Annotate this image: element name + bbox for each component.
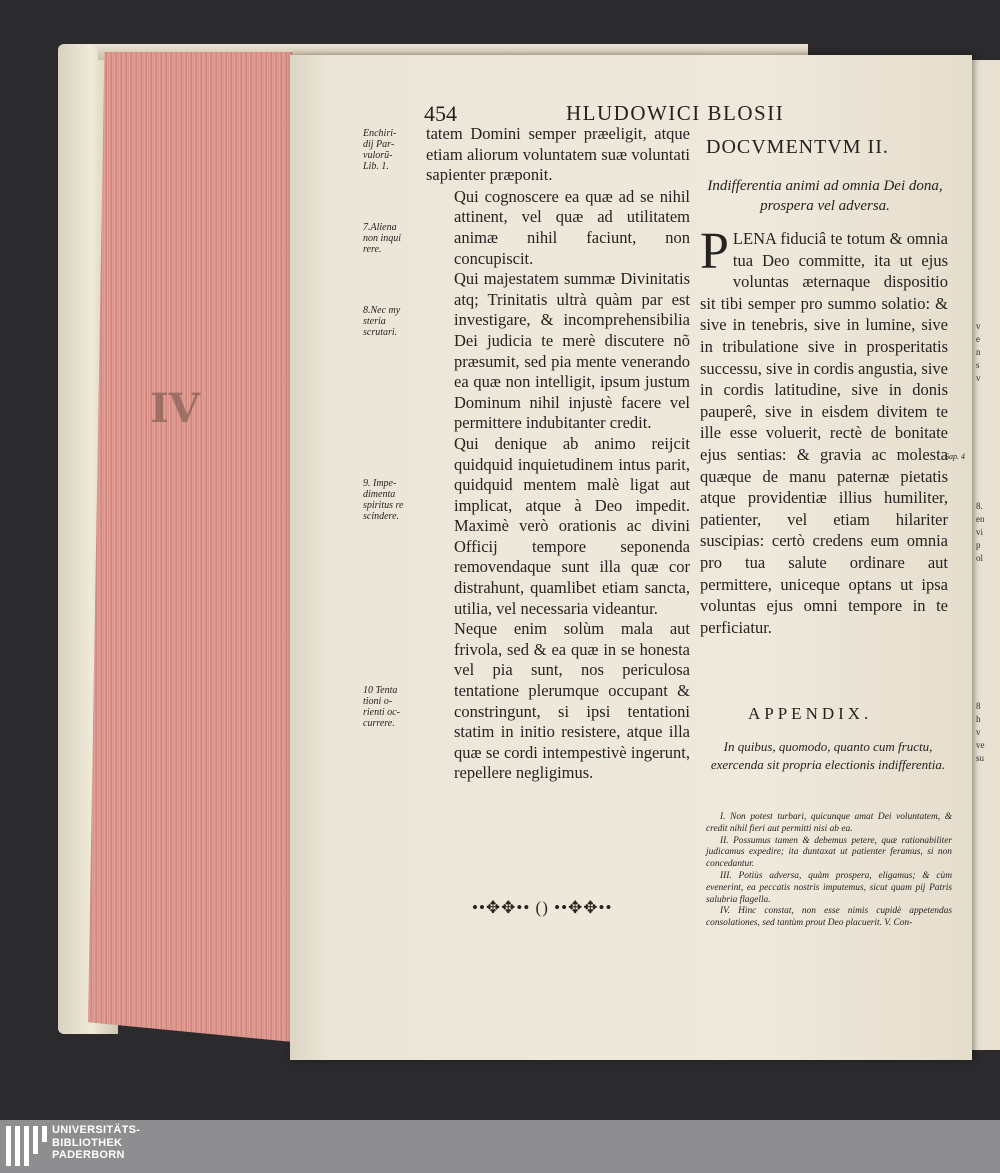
margin-note: Enchiri- dij Par- vulorũ- Lib. 1. (363, 128, 397, 172)
binding-stamp: IV (150, 385, 200, 432)
appendix-item: IV. Hinc constat, non esse nimis cupidè appetendas consolationes, sed tantùm prout Deo placuerit. V. Con- (706, 906, 952, 929)
left-column (426, 124, 690, 784)
next-page-char: en (976, 514, 985, 524)
side-reference: Sap. 4 (945, 452, 965, 461)
next-page-char: v (976, 373, 981, 383)
margin-note: 8.Nec my steria scrutari. (363, 305, 401, 338)
appendix-subtitle: In quibus, quomodo, quanto cum fructu, exercenda sit propria electionis indifferentia. (710, 739, 946, 772)
document-subtitle: Indifferentia animi ad omnia Dei dona, prospera vel adversa. (707, 178, 943, 214)
next-page-char: n (976, 347, 981, 357)
running-head: HLUDOWICI BLOSII (566, 101, 785, 125)
institution-line: BIBLIOTHEK (52, 1136, 123, 1149)
next-page-char: su (976, 753, 985, 763)
next-page-fragment (970, 60, 1000, 1050)
page-number: 454 (424, 101, 457, 126)
next-page-char: 8. (976, 501, 983, 511)
page-fore-edge (88, 52, 293, 1042)
appendix-item: II. Possumus tamen & debemus petere, quæ rationabiliter judicamus expedire; ita duntaxat ut patienter feramus, si non concedantur. (706, 835, 952, 870)
institution-name[interactable] (52, 1124, 140, 1162)
institution-line: UNIVERSITÄTS- (52, 1124, 141, 1136)
body-text: LENA fiduciâ te totum & omnia tua Deo committe, ita ut ejus voluntas æternaque dispositio sit tibi semper pro summo solatio: & sive in tenebris, sive in lumine, sive in tribulatione sive in prosperitatis successu, sive in cordis angustia, sive in cordis latitudine, sive in donis pauperê, sive in eisdem divitem te ille esse voluerit, rectè de bonitate ejus sentias: & gravia ac molesta quæque de manu paternæ pietatis atque providentiæ illius humiliter, patienter, vel etiam hilariter suscipias: certò credens eum omnia pro tua salute ordinare aut permittere, uniceque optans ut ipsa voluntas ejus omni tempore in te perficiatur. (700, 229, 948, 637)
margin-note: 10 Tenta tioni o- rienti oc- currere. (363, 685, 400, 729)
next-page-char: h (976, 714, 981, 724)
institution-bar (0, 1120, 1000, 1173)
paragraph: tatem Domini semper præeligit, atque etiam aliorum voluntatem suæ voluntati sapienter præponit. (426, 124, 690, 185)
next-page-char: v (976, 321, 981, 331)
paragraph: Qui denique ab animo reijcit quidquid inquietudinem intus parit, quidquid mentem malè ligat aut implicat, atque à Deo impedit. Maximè verò orationis ac divini Officij tempore seponenda removendaque sunt illa quæ cor distrahunt, quamlibet etiam sancta, utilia, vel necessaria videantur. (454, 433, 690, 618)
next-page-char: 8 (976, 701, 981, 711)
right-column (700, 223, 948, 638)
appendix-heading: APPENDIX. (748, 704, 873, 723)
next-page-char: p (976, 540, 981, 550)
appendix-item: I. Non potest turbari, quicunque amat Dei voluntatem, & credit nihil fieri aut permitti nisi ab ea. (706, 812, 952, 834)
next-page-char: vi (976, 527, 984, 537)
ornament-divider: ••✥✥•• () ••✥✥•• (472, 898, 613, 917)
paragraph: Qui cognoscere ea quæ ad se nihil attinent, vel quæ ad utilitatem animæ nihil faciunt, non concupiscit. (454, 186, 690, 268)
next-page-char: ol (976, 553, 984, 563)
margin-note: 9. Impe- dimenta spiritus re scindere. (363, 478, 404, 522)
next-page-char: e (976, 334, 980, 344)
appendix-items (706, 812, 952, 930)
appendix-item: III. Potiùs adversa, quàm prospera, eligamus; & cùm evenerint, ea peccatis nostris imputemus, sicut quam pij Patris salubria flagella. (706, 870, 952, 905)
next-page-char: ve (976, 740, 985, 750)
paragraph: Neque enim solùm mala aut frivola, sed & ea quæ in se honesta vel pia sunt, nos periculosa tentatione plerumque occupant & constringunt, si ipsi tentationi statim in initio resistere, atque illa quæ se cordi intempestivè ingerunt, repellere negligimus. (454, 619, 690, 783)
drop-cap: P (700, 223, 729, 280)
margin-note: 7.Aliena non inqui rere. (363, 222, 402, 255)
next-page-char: v (976, 727, 981, 737)
paragraph: Qui majestatem summæ Divinitatis atq; Trinitatis ultrà quàm par est investigare, & incomprehensibilia Dei judicia te merè discutere nõ præsumit, sed pia mente venerando ea quæ non intelligit, ipsum justum Dominum nihil injustè facere vel permittere indubitanter credit. (454, 269, 690, 433)
library-logo-icon (6, 1126, 46, 1166)
next-page-char: s (976, 360, 980, 370)
institution-line: PADERBORN (52, 1149, 125, 1161)
document-title: DOCVMENTVM II. (706, 136, 889, 158)
